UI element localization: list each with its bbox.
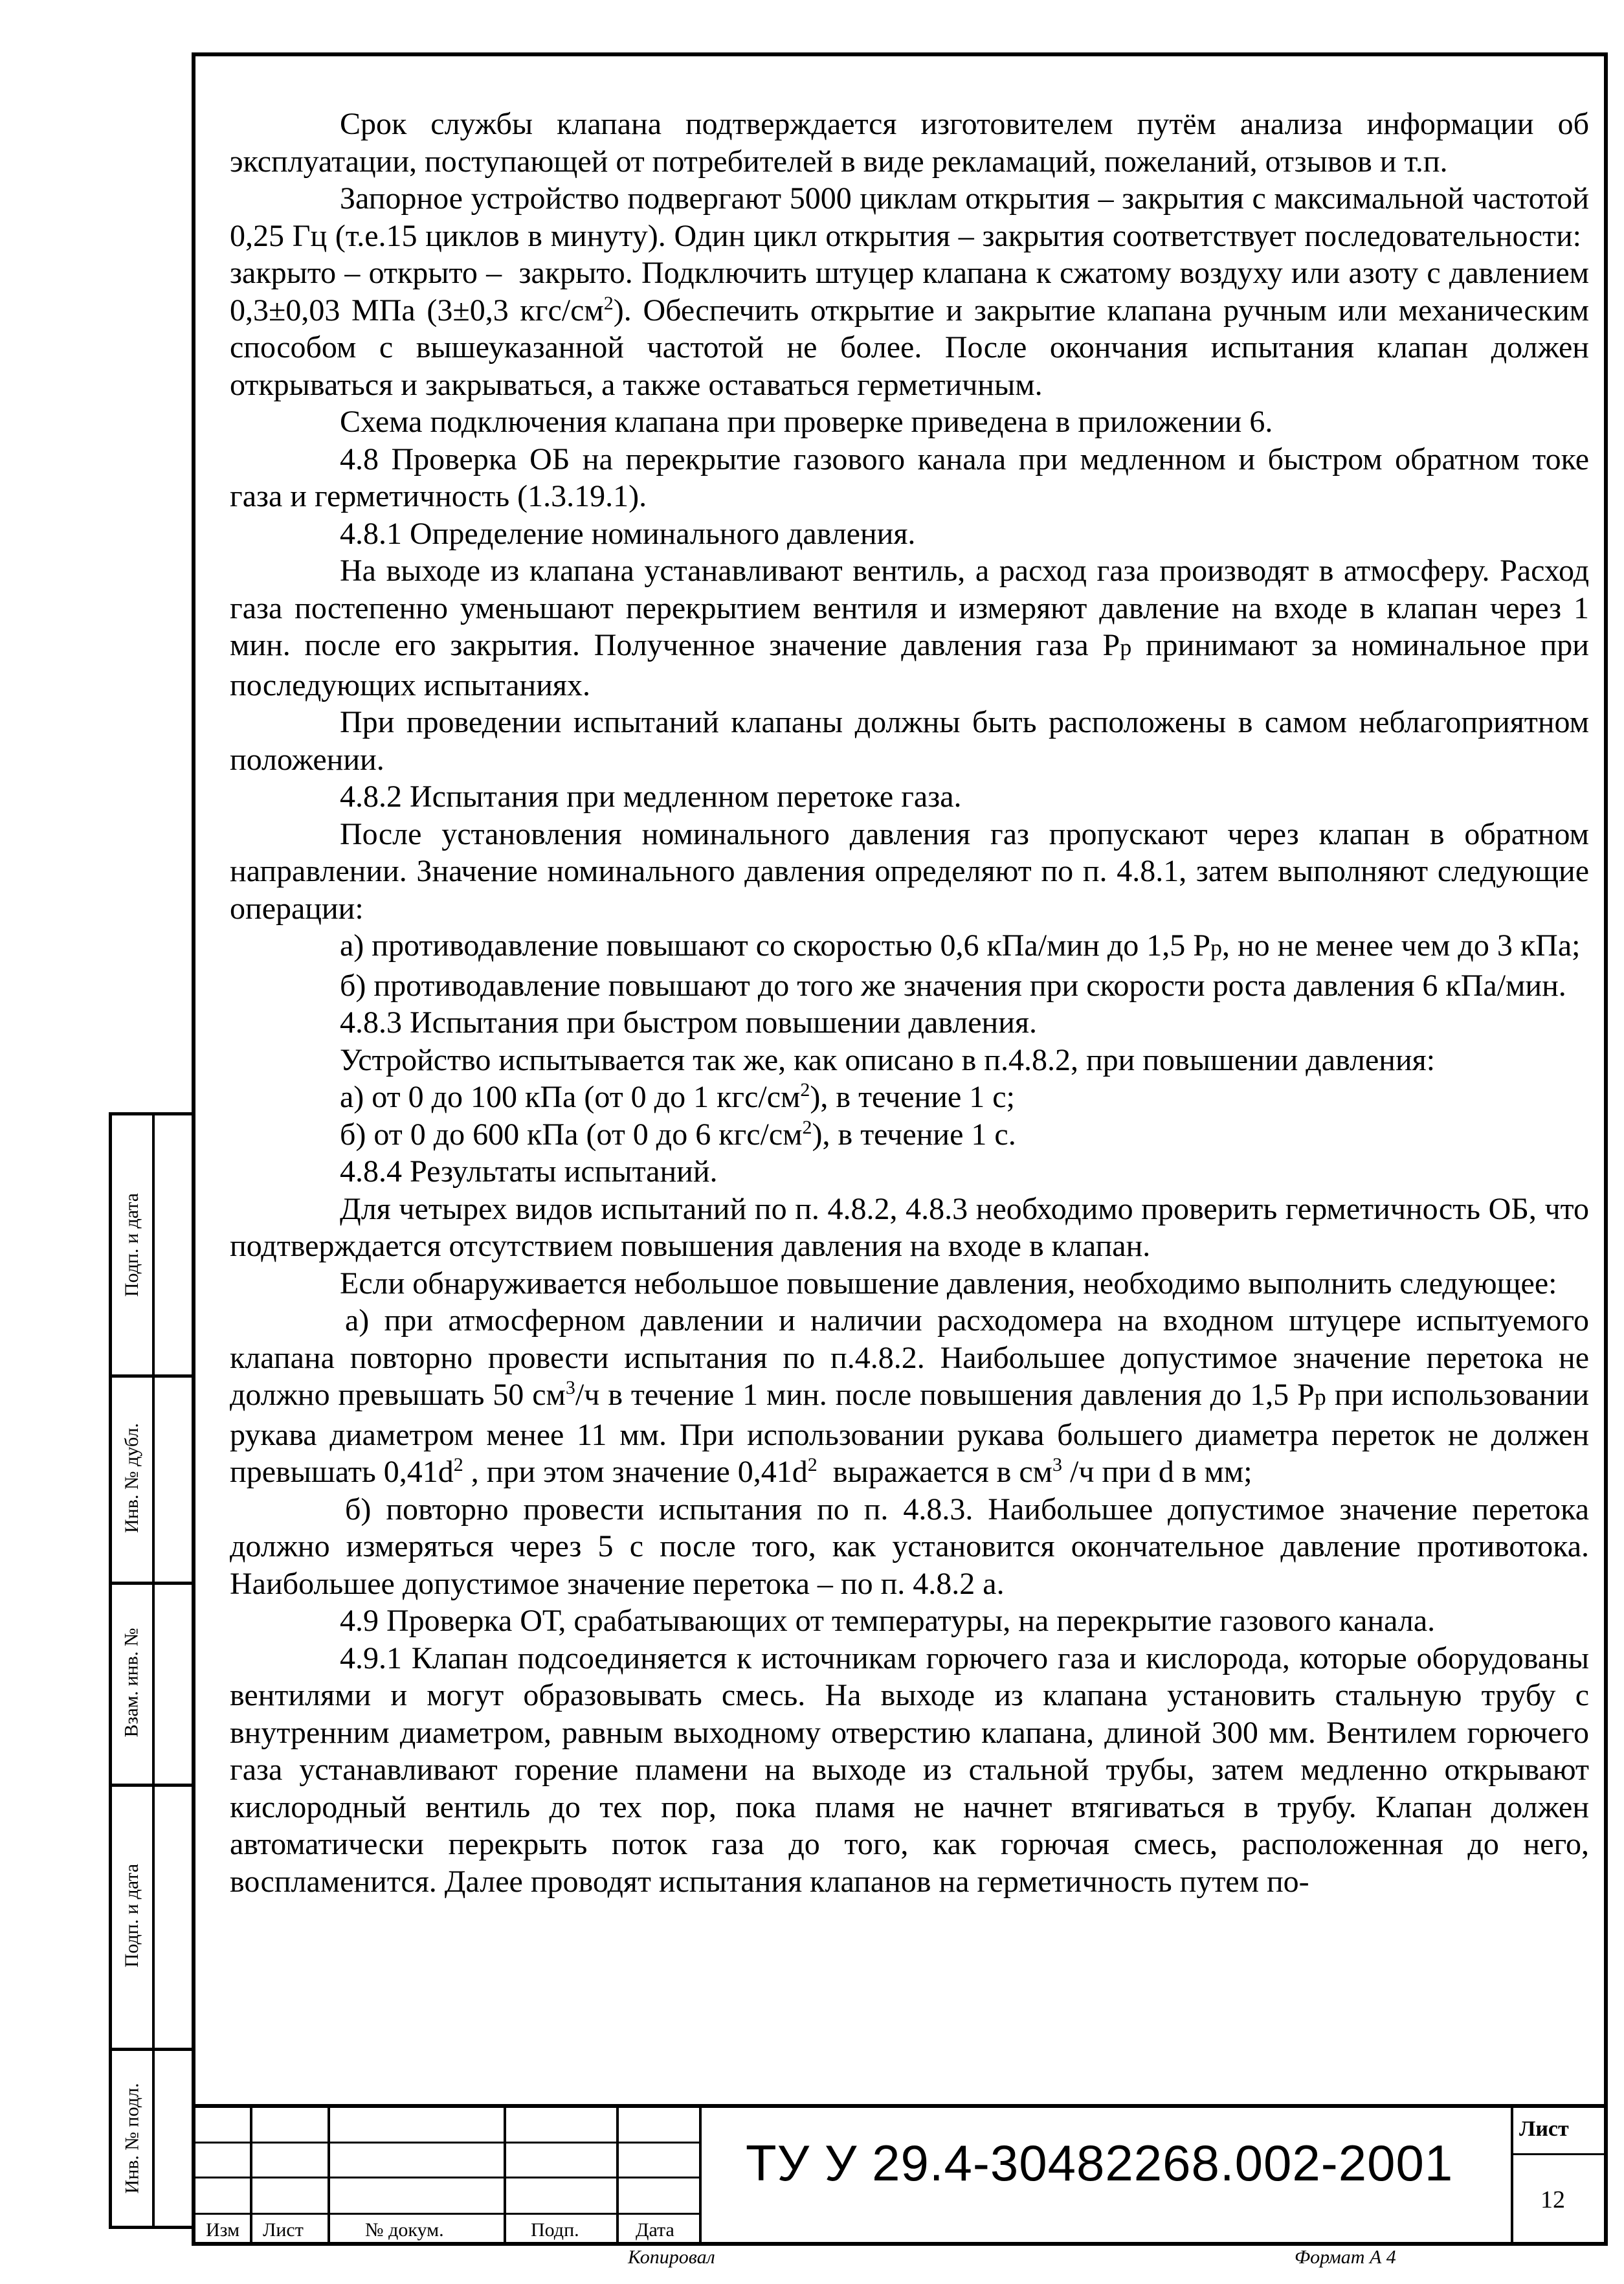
paragraph-nominal-pressure: На выходе из клапана устанавливают вентиль, а расход газа производят в атмосферу. Расход газа постепенно уменьшают перекрытием вентиля и измеряют давление на входе в клапан через 1 мин. после его закрытия. Полученное значение давления газа Рр принимают за номинальное при последующих испытаниях. [230, 554, 1589, 702]
title-col-dokum: № докум. [365, 2219, 444, 2241]
item-fast-a: а) от 0 до 100 кПа (от 0 до 1 кгс/$см^2$), в течение 1 с; [340, 1079, 1015, 1114]
side-stamp-strip [109, 1112, 195, 2229]
stamp-podp-data-2: Подп. и дата [121, 1863, 142, 1968]
title-block [195, 2104, 1604, 2246]
paragraph-valve-position: При проведении испытаний клапаны должны быть расположены в самом неблагоприятном положении. [230, 705, 1589, 777]
title-col-podp: Подп. [531, 2219, 579, 2241]
section-4-9-heading: 4.9 Проверка ОТ, срабатывающих от температуры, на перекрытие газового канала. [340, 1604, 1436, 1638]
document-code: ТУ У 29.4-30482268.002-2001 [746, 2134, 1454, 2191]
item-slow-b: б) противодавление повышают до того же значения при скорости роста давления 6 кПа/мин. [340, 968, 1566, 1003]
item-fast-b: б) от 0 до 600 кПа (от 0 до 6 кгс/$см^2$), в течение 1 с. [340, 1116, 1016, 1152]
paragraph-fast-test: Устройство испытывается так же, как описано в п.4.8.2, при повышении давления: [340, 1042, 1436, 1077]
paragraph-results: Для четырех видов испытаний по п. 4.8.2, 4.8.3 необходимо проверить герметичность ОБ, что подтверждается отсутствием повышения давления на входе в клапан. [230, 1191, 1589, 1263]
stamp-inv-dubl: Инв. № дубл. [121, 1423, 142, 1533]
title-col-data: Дата [636, 2219, 674, 2241]
section-4-8-heading: 4.8 Проверка ОБ на перекрытие газового канала при медленном и быстром обратном токе газа и герметичность (1.3.19.1). [230, 442, 1589, 513]
paragraph-service-life: Срок службы клапана подтверждается изготовителем путём анализа информации об эксплуатации, поступающей от потребителей в виде рекламаций, пожеланий, отзывов и т.п. [230, 107, 1589, 179]
title-col-izm: Изм [206, 2219, 240, 2241]
item-results-b: б) повторно провести испытания по п. 4.8.3. Наибольшее допустимое значение перетока должно измеряться через 5 с после того, как установится окончательное давление противотока. Наибольшее допустимое значение перетока – по п. 4.8.2 а. [230, 1492, 1589, 1601]
title-col-list: Лист [263, 2219, 304, 2241]
paragraph-4-9-1: 4.9.1 Клапан подсоединяется к источникам горючего газа и кислорода, которые оборудованы вентилями и могут образовывать смесь. На выходе из клапана установить стальную трубу с внутренним диаметром, равным выходному отверстию клапана, длиной 300 мм. Вентилем горючего газа устанавливают горение пламени на выходе из стальной трубы, затем медленно открывают кислородный вентиль до тех пор, пока пламя не начнет втягиваться в трубу. Клапан должен автоматически перекрыть поток газа до того, как горючая смесь, расположенная до него, воспламенится. Далее проводят испытания клапанов на герметичность путем по- [230, 1640, 1589, 1899]
section-4-8-2-heading: 4.8.2 Испытания при медленном перетоке газа. [340, 779, 962, 814]
section-4-8-1-heading: 4.8.1 Определение номинального давления. [340, 516, 916, 551]
stamp-inv-podl: Инв. № подл. [121, 2083, 142, 2194]
sheet-number: 12 [1541, 2186, 1565, 2213]
paragraph-slow-backflow: После установления номинального давления газ пропускают через клапан в обратном направлении. Значение номинального давления определяют по п. 4.8.1, затем выполняют следующие операции: [230, 816, 1589, 926]
item-slow-a: а) противодавление повышают со скоростью 0,6 кПа/мин до 1,5 Рр, но не менее чем до 3 кПа; [340, 928, 1581, 963]
item-results-a: а) при атмосферном давлении и наличии расходомера на входном штуцере испытуемого клапана повторно провести испытания по п.4.8.2. Наибольшее допустимое значение перетока не должно превышать 50 $см^3/ч$ в течение 1 мин. после повышения давления до 1,5 Рр при использовании рукава диаметром менее 11 мм. При использовании рукава большего диаметра переток не должен превышать $0,41d^2$ , при этом значение $0,41d^2$ выражается в $см^3$ /ч при d в мм; [230, 1303, 1590, 1489]
section-4-8-4-heading: 4.8.4 Результаты испытаний. [340, 1154, 718, 1189]
footer-copied: Копировал [628, 2246, 715, 2268]
document-body [230, 106, 1589, 1900]
stamp-vzam-inv: Взам. инв. № [121, 1628, 142, 1738]
paragraph-cycle-test: Запорное устройство подвергают 5000 циклам открытия – закрытия с максимальной частотой 0,25 Гц (т.е.15 циклов в минуту). Один цикл открытия – закрытия соответствует последовательности: закрыто – открыто – закрыто. Подключить штуцер клапана к сжатому воздуху или азоту с давлением 0,3±0,03 МПа (3±0,3 кгс/$см^2$). Обеспечить открытие и закрытие клапана ручным или механическим способом с вышеуказанной частотой не более. После окончания испытания клапан должен открываться и закрываться, а также оставаться герметичным. [230, 181, 1589, 402]
paragraph-pressure-rise: Если обнаруживается небольшое повышение давления, необходимо выполнить следующее: [340, 1266, 1557, 1301]
sheet-label: Лист [1519, 2117, 1569, 2141]
stamp-podp-data-1: Подп. и дата [121, 1192, 142, 1297]
paragraph-connection-scheme: Схема подключения клапана при проверке приведена в приложении 6. [340, 405, 1273, 439]
footer-format: Формат А 4 [1295, 2246, 1396, 2268]
section-4-8-3-heading: 4.8.3 Испытания при быстром повышении давления. [340, 1005, 1037, 1040]
